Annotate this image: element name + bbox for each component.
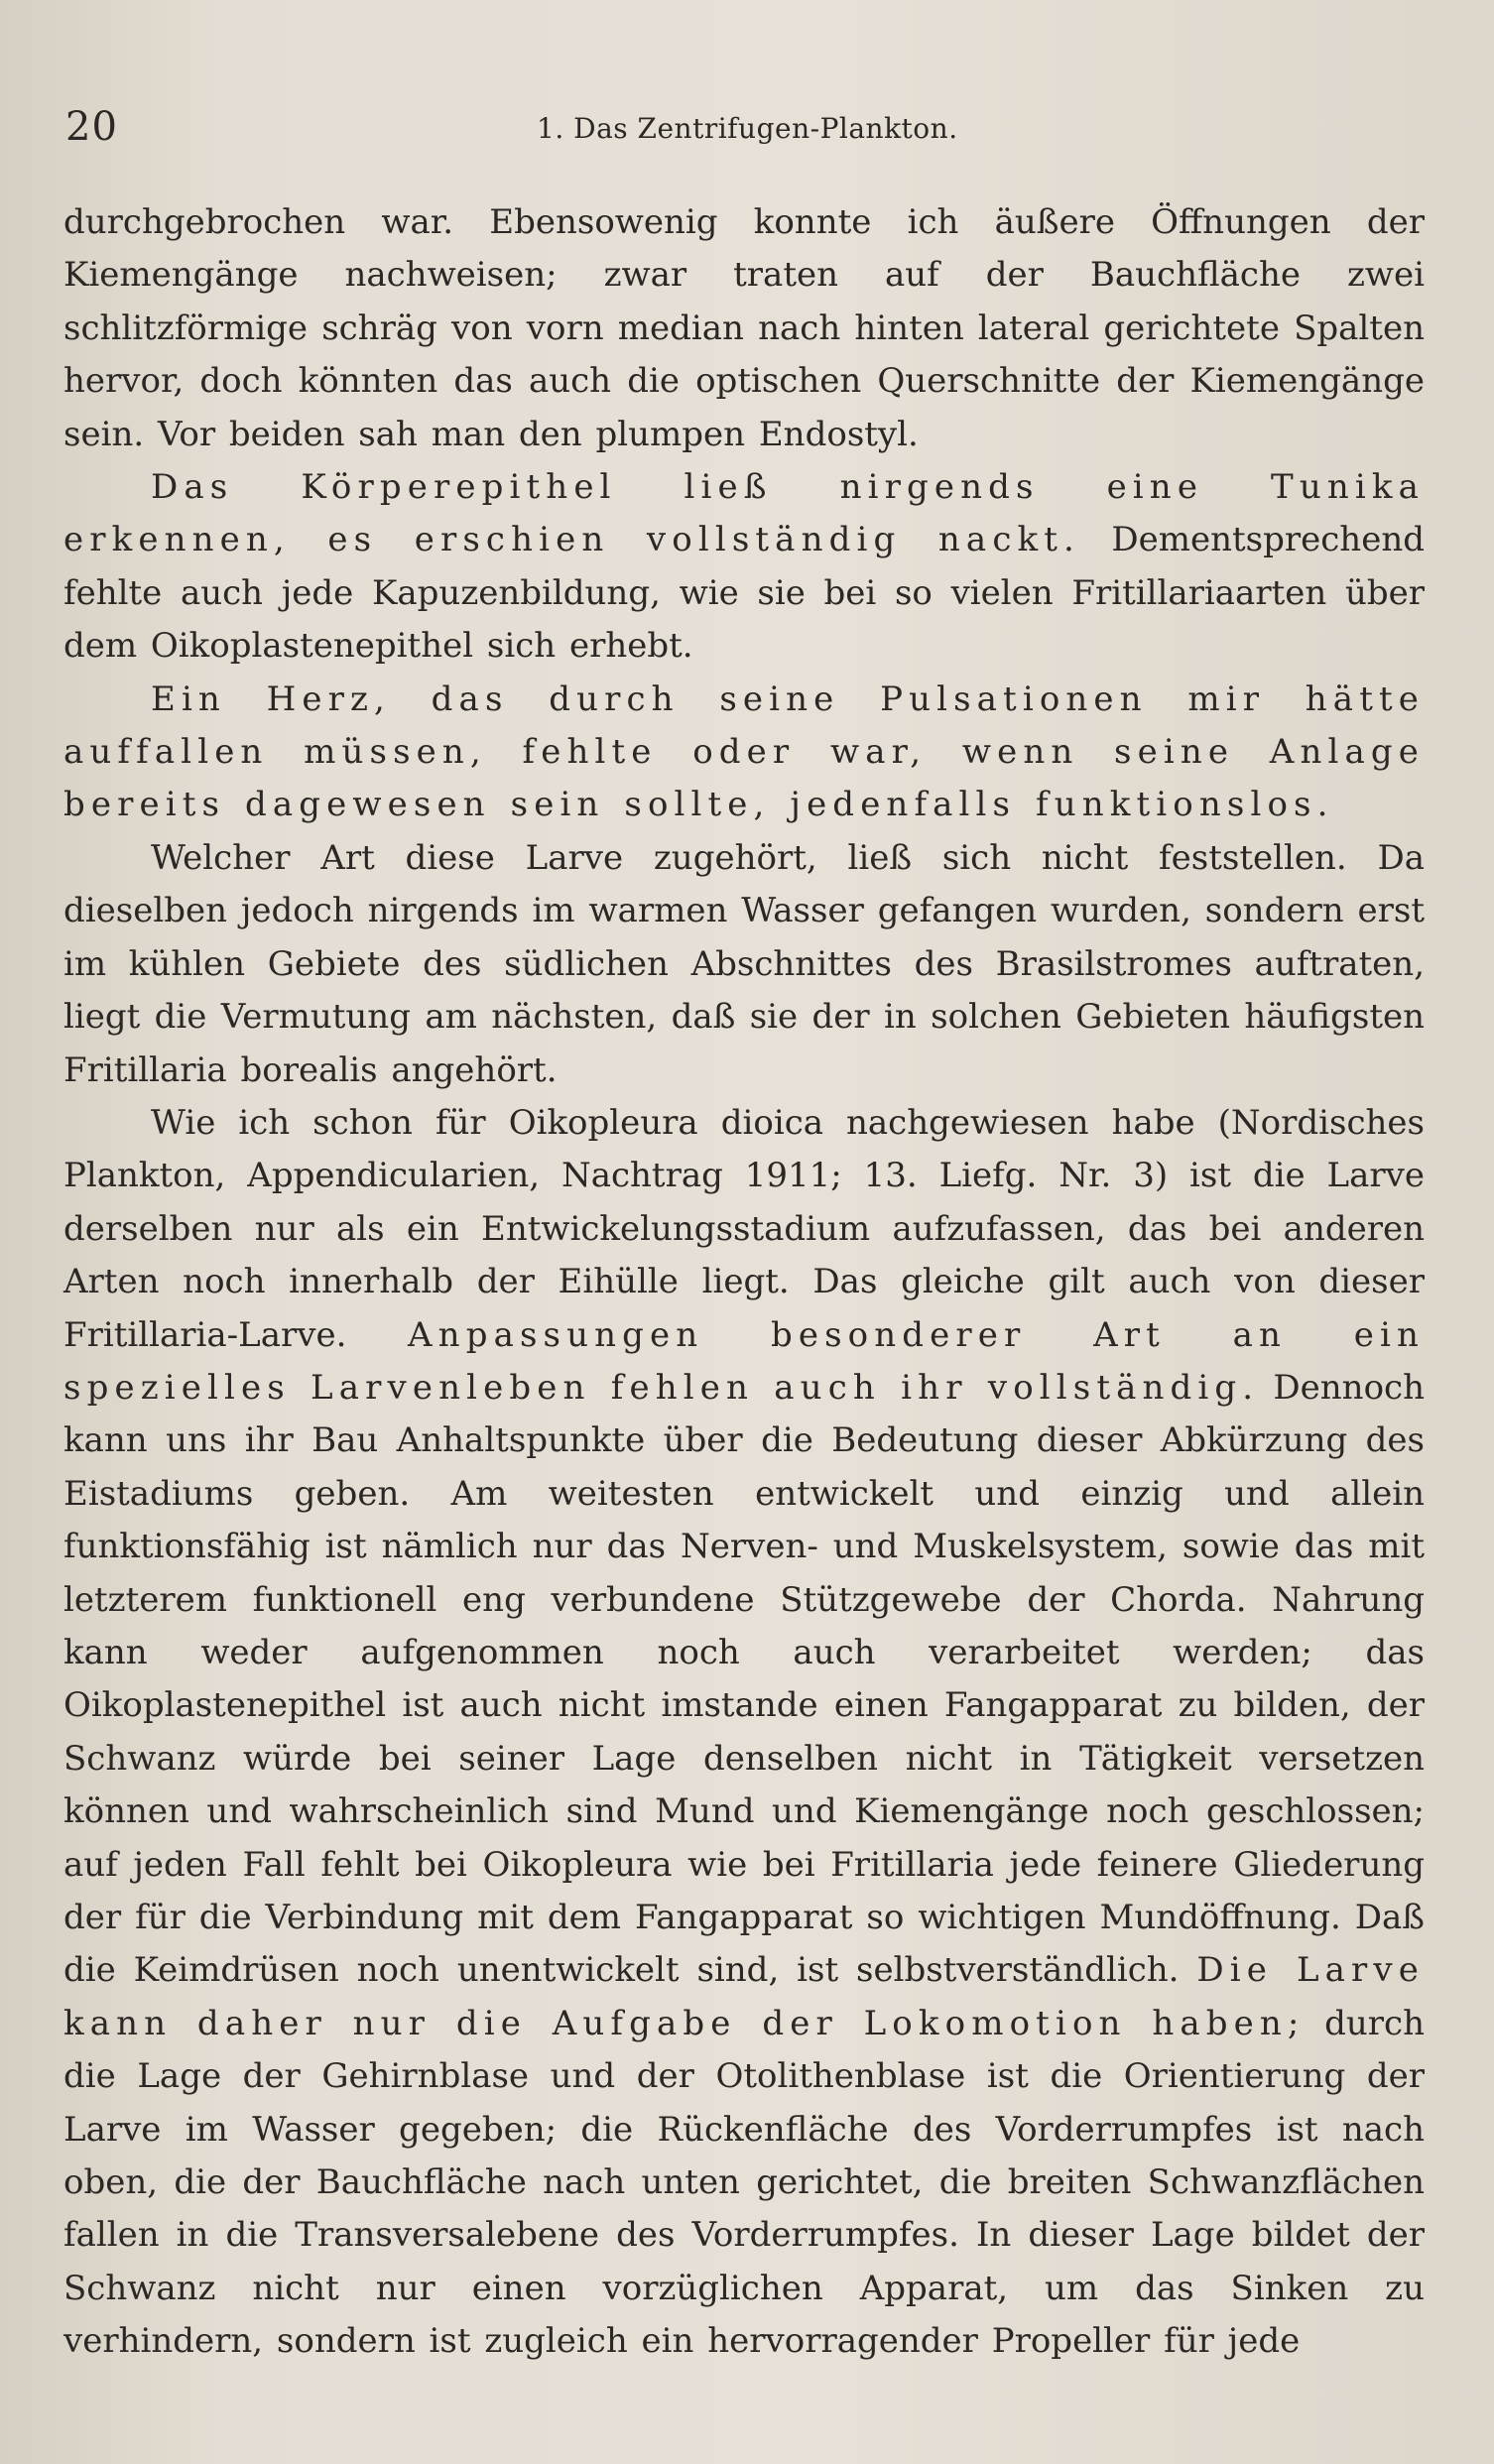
paragraph-2 xyxy=(63,461,1425,674)
paragraph-5 xyxy=(63,1097,1425,2369)
paragraph-2-text: Dementsprechend fehlte auch jede Kapuzenbildung, wie sie bei so vielen Fritillariaarten über dem Oikoplastenepithel sich erhebt. xyxy=(63,520,1425,667)
paragraph-4 xyxy=(63,832,1425,1097)
paragraph-5-emphasis-b: Die Larve kann daher nur die Aufgabe der Lokomotion haben; xyxy=(63,1950,1425,2043)
paragraph-1-text: durchgebrochen war. Ebensowenig konnte ich äußere Öffnungen der Kiemengänge nachweisen; zwar traten auf der Bauchfläche zwei schlitzförmige schräg von vorn median nach hinten lateral gerichtete Spalten hervor, doch könnten das auch die optischen Querschnitte der Kiemengänge sein. Vor beiden sah man den plumpen Endostyl. xyxy=(63,202,1425,454)
page-header xyxy=(65,104,1395,164)
paragraph-1 xyxy=(63,196,1425,461)
paragraph-5-text-a: Wie ich schon für Oikopleura dioica nachgewiesen habe (Nordisches Plankton, Appendicularien, Nachtrag 1911; 13. Liefg. Nr. 3) ist die Larve derselben nur als ein Entwickelungsstadium aufzufassen, das bei anderen Arten noch innerhalb der Eihülle liegt. Das gleiche gilt auch von dieser Fritillaria-Larve. xyxy=(63,1102,1425,1355)
paragraph-3-emphasis: Ein Herz, das durch seine Pulsationen mir hätte auffallen müssen, fehlte oder war, wenn seine Anlage bereits dagewesen sein sollte, jedenfalls funktionslos. xyxy=(63,678,1425,825)
paragraph-4-text: Welcher Art diese Larve zugehört, ließ sich nicht feststellen. Da dieselben jedoch nirgends im warmen Wasser gefangen wurden, sondern erst im kühlen Gebiete des südlichen Abschnittes des Brasilstromes auftraten, liegt die Vermutung am nächsten, daß sie der in solchen Gebieten häufigsten Fritillaria borealis angehört. xyxy=(63,837,1425,1090)
paragraph-2-emphasis: Das Körperepithel ließ nirgends eine Tunika erkennen, es erschien vollständig nackt. xyxy=(63,467,1425,560)
paragraph-3 xyxy=(63,674,1425,832)
paragraph-5-text-c: durch die Lage der Gehirnblase und der Otolithenblase ist die Orientierung der Larve im Wasser gegeben; die Rückenfläche des Vorderrumpfes ist nach oben, die der Bauchfläche nach unten gerichtet, die breiten Schwanzflächen fallen in die Transversalebene des Vorderrumpfes. In dieser Lage bildet der Schwanz nicht nur einen vorzüglichen Apparat, um das Sinken zu verhindern, sondern ist zugleich ein hervorragender Propeller für jede xyxy=(63,2003,1425,2362)
paragraph-5-text-b: Dennoch kann uns ihr Bau Anhaltspunkte über die Bedeutung dieser Abkürzung des Eistadiums geben. Am weitesten entwickelt und einzig und allein funktionsfähig ist nämlich nur das Nerven- und Muskelsystem, sowie das mit letzterem funktionell eng verbundene Stützgewebe der Chorda. Nahrung kann weder aufgenommen noch auch verarbeitet werden; das Oikoplastenepithel ist auch nicht imstande einen Fangapparat zu bilden, der Schwanz würde bei seiner Lage denselben nicht in Tätigkeit versetzen können und wahrscheinlich sind Mund und Kiemengänge noch geschlossen; auf jeden Fall fehlt bei Oikopleura wie bei Fritillaria jede feinere Gliederung der für die Verbindung mit dem Fangapparat so wichtigen Mundöffnung. Daß die Keimdrüsen noch unentwickelt sind, ist selbstverständlich. xyxy=(63,1367,1425,1991)
paragraph-5-emphasis-a: Anpassungen besonderer Art an ein spezielles Larvenleben fehlen auch ihr vollständig. xyxy=(63,1314,1425,1408)
running-head: 1. Das Zentrifugen-Plankton. xyxy=(537,112,958,145)
page-number: 20 xyxy=(65,104,118,150)
body-text xyxy=(63,196,1425,2369)
